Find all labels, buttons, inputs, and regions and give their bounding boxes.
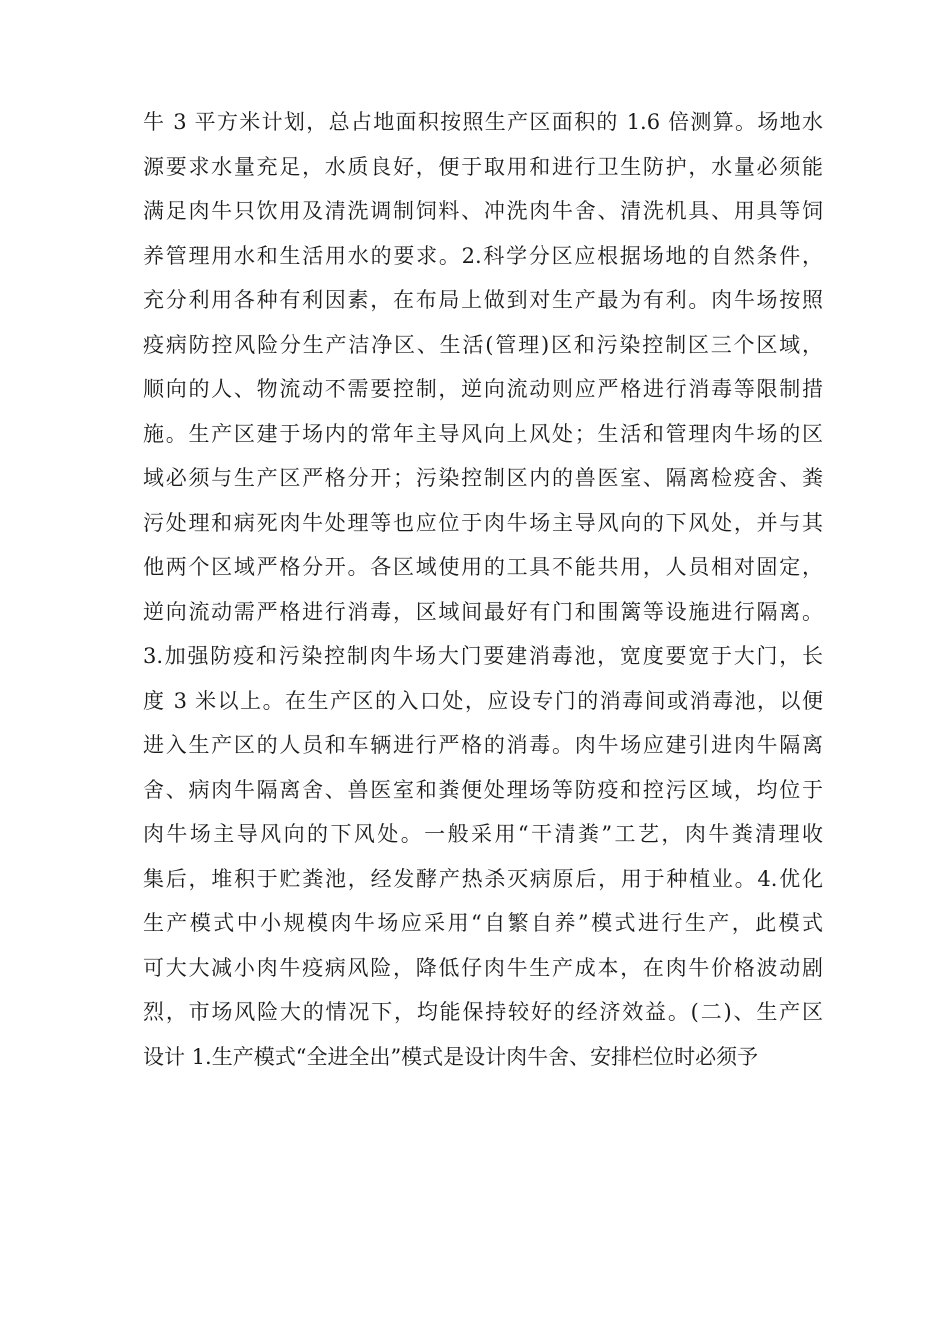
text-line-19: 生产模式中小规模肉牛场应采用“自繁自养”模式进行生产，此模式 xyxy=(143,911,823,935)
text-line-11: 他两个区域严格分开。各区域使用的工具不能共用，人员相对固定， xyxy=(143,555,823,579)
text-line-3: 满足肉牛只饮用及清洗调制饲料、冲洗肉牛舍、清洗机具、用具等饲 xyxy=(143,199,823,223)
text-line-15: 进入生产区的人员和车辆进行严格的消毒。肉牛场应建引进肉牛隔离 xyxy=(143,733,823,757)
text-line-6: 疫病防控风险分生产洁净区、生活(管理)区和污染控制区三个区域， xyxy=(143,332,823,357)
text-line-9: 域必须与生产区严格分开；污染控制区内的兽医室、隔离检疫舍、粪 xyxy=(143,466,823,490)
text-line-20: 可大大减小肉牛疫病风险，降低仔肉牛生产成本，在肉牛价格波动剧 xyxy=(143,955,823,980)
text-line-14: 度 3 米以上。在生产区的入口处，应设专门的消毒间或消毒池，以便 xyxy=(143,688,823,713)
text-line-13: 3.加强防疫和污染控制肉牛场大门要建消毒池，宽度要宽于大门，长 xyxy=(143,644,823,668)
text-line-16: 舍、病肉牛隔离舍、兽医室和粪便处理场等防疫和控污区域，均位于 xyxy=(143,777,823,802)
text-line-21: 烈，市场风险大的情况下，均能保持较好的经济效益。(二)、生产区 xyxy=(143,1000,823,1024)
body-text xyxy=(143,100,823,1079)
text-line-8: 施。生产区建于场内的常年主导风向上风处；生活和管理肉牛场的区 xyxy=(143,421,823,446)
text-line-12: 逆向流动需严格进行消毒，区域间最好有门和围篱等设施进行隔离。 xyxy=(143,599,823,624)
text-line-7: 顺向的人、物流动不需要控制，逆向流动则应严格进行消毒等限制措 xyxy=(143,377,823,401)
text-line-5: 充分利用各种有利因素，在布局上做到对生产最为有利。肉牛场按照 xyxy=(143,288,823,312)
text-line-10: 污处理和病死肉牛处理等也应位于肉牛场主导风向的下风处，并与其 xyxy=(143,510,823,535)
text-line-4: 养管理用水和生活用水的要求。2.科学分区应根据场地的自然条件， xyxy=(143,243,823,268)
text-line-18: 集后，堆积于贮粪池，经发酵产热杀灭病原后，用于种植业。4.优化 xyxy=(143,866,823,891)
text-line-2: 源要求水量充足，水质良好，便于取用和进行卫生防护，水量必须能 xyxy=(143,154,823,179)
text-line-22: 设计 1.生产模式“全进全出”模式是设计肉牛舍、安排栏位时必须予 xyxy=(143,1044,759,1069)
text-line-17: 肉牛场主导风向的下风处。一般采用“干清粪”工艺，肉牛粪清理收 xyxy=(143,822,823,846)
text-line-1: 牛 3 平方米计划，总占地面积按照生产区面积的 1.6 倍测算。场地水 xyxy=(143,110,823,134)
